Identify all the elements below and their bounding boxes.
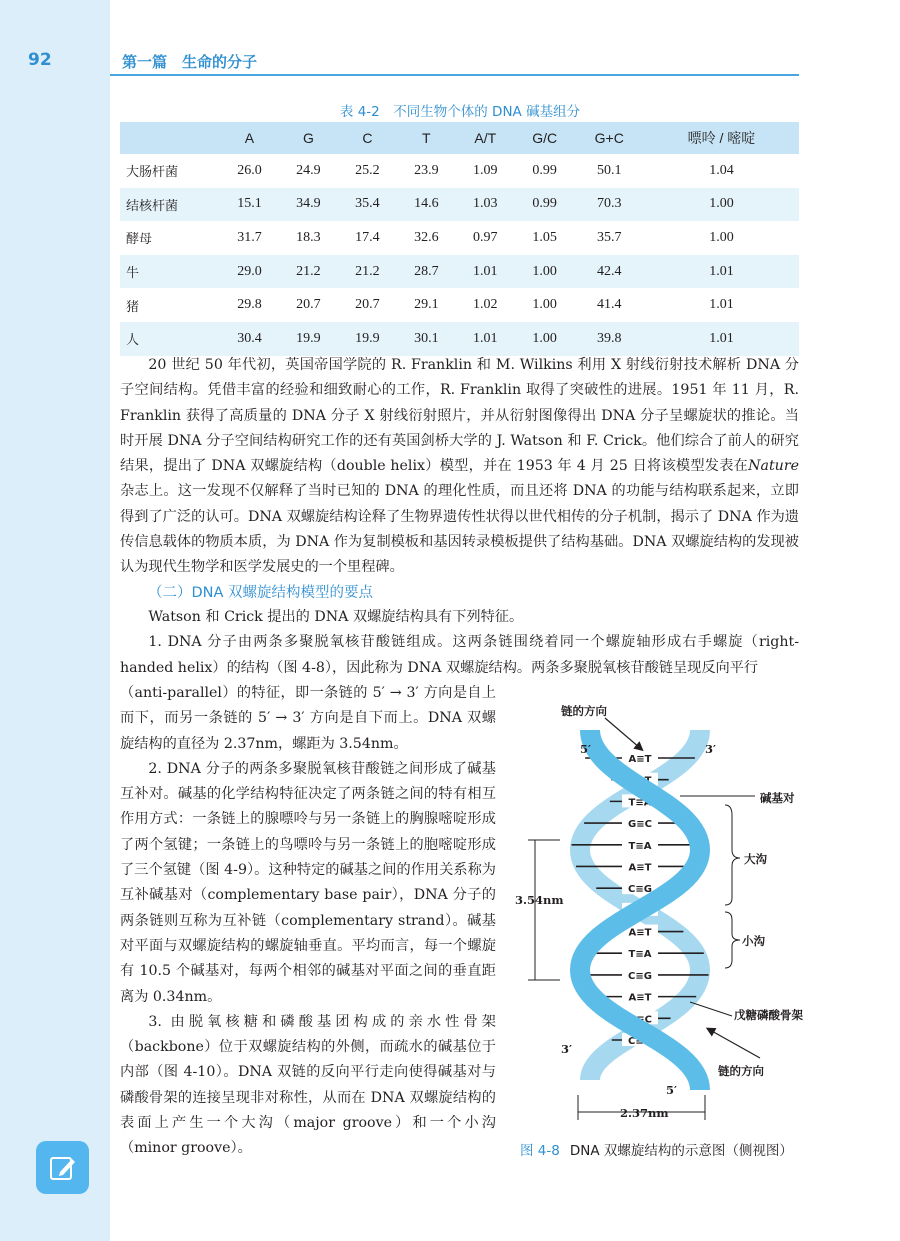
cell: 29.1 <box>414 297 439 313</box>
section-heading: （二）DNA 双螺旋结构模型的要点 <box>148 585 374 601</box>
major-groove-brace <box>725 805 740 905</box>
row-organism: 猪 <box>126 299 140 315</box>
cell: 29.8 <box>237 297 262 313</box>
cell: 20.7 <box>296 297 321 313</box>
table-row <box>120 154 799 188</box>
base-pair-label: C≡G <box>628 1036 652 1047</box>
col-header <box>120 122 220 154</box>
label-backbone: 戊糖磷酸骨架 <box>734 1008 803 1022</box>
cell: 29.0 <box>220 255 279 289</box>
sidebar-strip <box>0 0 110 1241</box>
row-organism: 酵母 <box>126 232 153 248</box>
table-caption: 表 4-2 不同生物个体的 DNA 碱基组分 <box>339 104 581 120</box>
cell: 32.6 <box>414 229 439 245</box>
base-pair-label: A≡T <box>628 862 652 874</box>
col-header: G/C <box>515 122 575 154</box>
cell: 15.1 <box>220 188 279 222</box>
strand-direction-arrow-bottom <box>710 1030 760 1058</box>
cell: 31.7 <box>237 229 262 245</box>
cell: 42.4 <box>575 255 644 289</box>
cell: 34.9 <box>279 188 338 222</box>
cell: 1.00 <box>532 297 557 313</box>
point-3: 3. 由脱氧核糖和磷酸基团构成的亲水性骨架（backbone）位于双螺旋结构的外侧，而疏水的碱基位于内部（图 4-10）。DNA 双链的反向平行走向使得碱基对与磷酸骨架的连接呈现非对称性，从而在 DNA 双螺旋结构的表面上产生一个大沟（major groove）和一个小沟（minor groove）。 <box>120 1013 496 1157</box>
cell: 1.00 <box>644 188 799 222</box>
label-diameter: 2.37nm <box>620 1106 669 1120</box>
col-header: G+C <box>575 122 644 154</box>
row-organism: 人 <box>120 322 220 356</box>
page-number: 92 <box>28 50 52 70</box>
cell: 30.4 <box>220 322 279 356</box>
cell: 1.03 <box>456 188 515 222</box>
intro-text: 20 世纪 50 年代初，英国帝国学院的 R. Franklin 和 M. Wilkins 利用 X 射线衍射技术解析 DNA 分子空间结构。凭借丰富的经验和细致耐心的工作，R. Franklin 取得了突破性的进展。1951 年 11 月，R. Franklin 获得了高质量的 DNA 分子 X 射线衍射照片，并从衍射图像得出 DNA 分子呈螺旋状的推论。当时开展 DNA 分子空间结构研究工作的还有英国剑桥大学的 J. Watson 和 F. Crick。他们综合了前人的研究结果，提出了 DNA 双螺旋结构（double helix）模型，并在 1953 年 4 月 25 日将该模型发表在 <box>120 357 799 475</box>
cell: 1.04 <box>709 162 734 178</box>
header-divider <box>110 74 799 76</box>
cell: 1.00 <box>515 255 575 289</box>
cell: 0.99 <box>532 162 557 178</box>
cell: 18.3 <box>296 229 321 245</box>
journal-name: Nature <box>748 458 799 475</box>
base-pair-label: T≡A <box>628 797 652 809</box>
figure-number: 图 4-8 <box>520 1143 560 1159</box>
section-intro-block <box>120 605 799 681</box>
base-pair-label: C≡G <box>628 970 652 982</box>
point-1-continued: （anti-parallel）的特征，即一条链的 5′ → 3′ 方向是自上而下，而另一条链的 5′ → 3′ 方向是自下而上。DNA 双螺旋结构的直径为 2.37nm，螺距为 3.54nm。 <box>120 685 496 752</box>
cell: 19.9 <box>279 322 338 356</box>
base-pair-label: A≡T <box>628 775 652 787</box>
table-row <box>120 255 799 289</box>
point-2: 2. DNA 分子的两条多聚脱氧核苷酸链之间形成了碱基互补对。碱基的化学结构特征决定了两条链之间的特有相互作用方式：一条链上的腺嘌呤与另一条链上的胸腺嘧啶形成了两个氢键；一条链上的鸟嘌呤与另一条链上的胞嘧啶形成了三个氢键（图 4-9）。这种特定的碱基之间的作用关系称为互补碱基对（complementary base pair），DNA 分子的两条链则互称为互补链（complementary strand）。碱基对平面与双螺旋结构的螺旋轴垂直。平均而言，每一个螺旋有 10.5 个碱基对，每两个相邻的碱基对平面之间的垂直距离为 0.34nm。 <box>120 760 496 1005</box>
intro-paragraph <box>120 353 799 581</box>
base-pair-label: G≡C <box>628 1014 652 1026</box>
label-pitch: 3.54nm <box>515 893 564 907</box>
col-header: A/T <box>456 122 515 154</box>
row-organism: 大肠杆菌 <box>126 165 179 181</box>
table-row <box>120 288 799 322</box>
col-header: 嘌呤 / 嘧啶 <box>644 122 799 154</box>
col-header: T <box>397 122 456 154</box>
cell: 0.97 <box>473 229 498 245</box>
section-intro: Watson 和 Crick 提出的 DNA 双螺旋结构具有下列特征。 <box>148 609 524 625</box>
cell: 1.01 <box>456 255 515 289</box>
col-header: A <box>220 122 279 154</box>
label-5prime-top: 5′ <box>580 742 592 756</box>
cell: 24.9 <box>296 162 321 178</box>
cell: 70.3 <box>575 188 644 222</box>
chapter-title: 第一篇 生命的分子 <box>122 53 258 71</box>
cell: 30.1 <box>397 322 456 356</box>
cell: 41.4 <box>597 297 622 313</box>
base-pair-label: C≡G <box>628 884 652 896</box>
edit-note-button[interactable] <box>36 1141 89 1194</box>
label-3prime-bottom: 3′ <box>561 1042 573 1056</box>
cell: 28.7 <box>397 255 456 289</box>
cell: 1.01 <box>456 322 515 356</box>
point-1-wide: 1. DNA 分子由两条多聚脱氧核苷酸链组成。这两条链围绕着同一个螺旋轴形成右手螺旋（right-handed helix）的结构（图 4-8），因此称为 DNA 双螺旋结构。两条多聚脱氧核苷酸链呈现反向平行 <box>120 634 799 676</box>
table-row <box>120 322 799 356</box>
cell: 26.0 <box>237 162 262 178</box>
col-header: G <box>279 122 338 154</box>
base-pair-label: A≡T <box>628 927 652 939</box>
cell: 23.9 <box>414 162 439 178</box>
cell: 20.7 <box>355 297 380 313</box>
label-3prime-top: 3′ <box>705 742 717 756</box>
row-organism: 结核杆菌 <box>120 188 220 222</box>
intro-paragraph-block <box>120 353 799 581</box>
cell: 1.01 <box>644 255 799 289</box>
label-minor-groove: 小沟 <box>742 934 765 948</box>
cell: 21.2 <box>279 255 338 289</box>
helix-strand-front <box>580 730 700 1090</box>
label-major-groove: 大沟 <box>744 852 767 866</box>
base-pair-label: A≡T <box>628 754 652 765</box>
cell: 1.02 <box>473 297 498 313</box>
label-base-pair: 碱基对 <box>760 791 795 805</box>
cell: 19.9 <box>338 322 397 356</box>
cell: 1.05 <box>532 229 557 245</box>
cell: 1.09 <box>473 162 498 178</box>
base-pair-label: T≡A <box>628 840 652 852</box>
cell: 50.1 <box>597 162 622 178</box>
label-strand-direction-top: 链的方向 <box>561 704 607 718</box>
minor-groove-brace <box>725 912 740 968</box>
base-composition-table <box>120 122 799 356</box>
cell: 35.7 <box>597 229 622 245</box>
col-header: C <box>338 122 397 154</box>
backbone-pointer <box>690 1002 732 1016</box>
table-row <box>120 188 799 222</box>
label-strand-direction-bottom: 链的方向 <box>718 1064 764 1078</box>
cell: 1.00 <box>709 229 734 245</box>
cell: 0.99 <box>515 188 575 222</box>
table-header-row <box>120 122 799 154</box>
cell: 1.00 <box>515 322 575 356</box>
figure-caption <box>520 1139 793 1159</box>
strand-direction-arrow-top <box>605 718 640 748</box>
cell: 21.2 <box>338 255 397 289</box>
intro-text-end: 杂志上。这一发现不仅解释了当时已知的 DNA 的理化性质，而且还将 DNA 的功能与结构联系起来，立即得到了广泛的认可。DNA 双螺旋结构诠释了生物界遗传性状得以世代相传的分子机制，揭示了 DNA 作为遗传信息载体的物质本质，为 DNA 作为复制模板和基因转录模板提供了结构基础。DNA 双螺旋结构的发现被认为现代生物学和医学发展史的一个里程碑。 <box>120 483 799 576</box>
narrow-text-column <box>120 681 496 1162</box>
label-5prime-bottom: 5′ <box>666 1083 678 1097</box>
cell: 1.01 <box>644 322 799 356</box>
cell: 35.4 <box>338 188 397 222</box>
figure-caption-text: DNA 双螺旋结构的示意图（侧视图） <box>569 1143 793 1159</box>
base-pair-label: T≡A <box>628 905 652 917</box>
base-pair-label: T≡A <box>628 949 652 961</box>
cell: 17.4 <box>355 229 380 245</box>
base-pair-label: G≡C <box>628 819 652 831</box>
cell: 1.01 <box>709 297 734 313</box>
table-row <box>120 221 799 255</box>
cell: 39.8 <box>575 322 644 356</box>
cell: 25.2 <box>355 162 380 178</box>
cell: 14.6 <box>397 188 456 222</box>
base-pair-label: A≡T <box>628 992 652 1004</box>
edit-pencil-icon <box>48 1153 78 1183</box>
row-organism: 牛 <box>120 255 220 289</box>
